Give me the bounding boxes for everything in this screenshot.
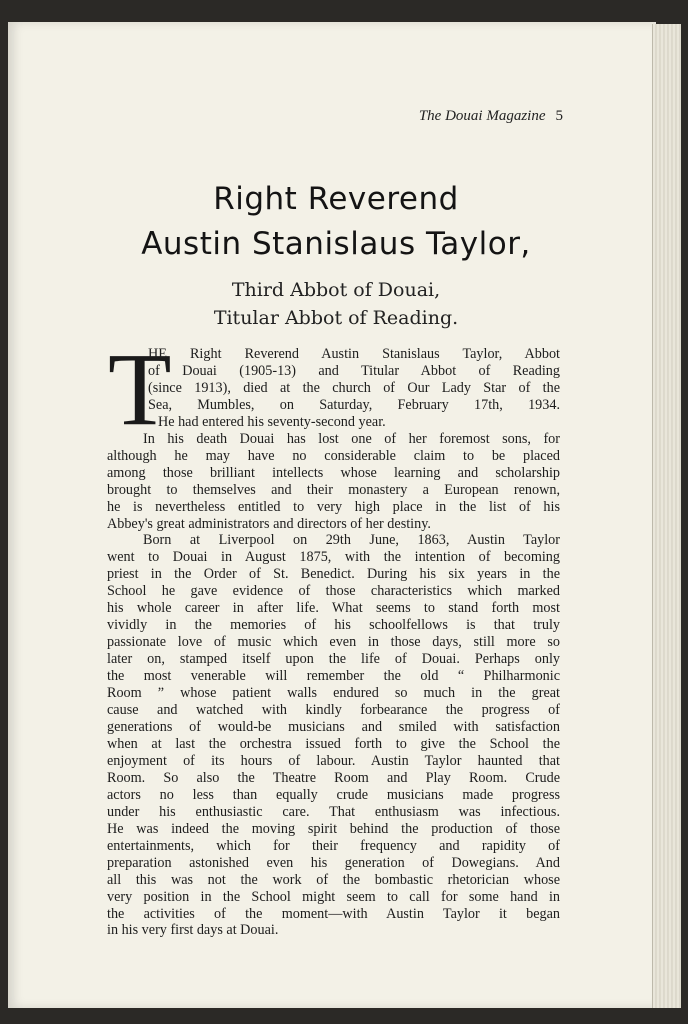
body-line: vividly in the memories of his schoolfellows is that truly [107, 617, 560, 633]
drop-cap: T [108, 332, 172, 447]
page-number: 5 [555, 108, 563, 124]
body-line: preparation astonished even his generation of Dowegians. And [107, 855, 560, 871]
body-line: the most venerable will remember the old “ Philharmonic [107, 668, 560, 684]
body-line: enjoyment of its hours of labour. Austin Taylor haunted that [107, 753, 560, 769]
body-line: Born at Liverpool on 29th June, 1863, Austin Taylor [143, 532, 560, 548]
article-title-line-2: Austin Stanislaus Taylor, [141, 226, 531, 262]
running-head [0, 108, 563, 125]
body-line: under his enthusiastic care. That enthusiasm was infectious. [107, 804, 560, 820]
page-edges [652, 24, 681, 1008]
body-line: actors no less than equally crude musicians made progress [107, 787, 560, 803]
body-line: the activities of the moment—with Austin Taylor it began [107, 906, 560, 922]
body-line: in his very first days at Douai. [107, 922, 279, 938]
body-line: He was indeed the moving spirit behind the production of those [107, 821, 560, 837]
body-line: Sea, Mumbles, on Saturday, February 17th, 1934. [148, 397, 560, 413]
body-line: although he may have no considerable claim to be placed [107, 448, 560, 464]
body-line: (since 1913), died at the church of Our Lady Star of the [148, 380, 560, 396]
body-line: HE Right Reverend Austin Stanislaus Taylor, Abbot [148, 346, 560, 362]
body-line: He had entered his seventy-second year. [158, 414, 386, 430]
body-line: he is nevertheless entitled to very high place in the list of his [107, 499, 560, 515]
article-subtitle-line-2: Titular Abbot of Reading. [213, 307, 459, 329]
body-line: priest in the Order of St. Benedict. During his six years in the [107, 566, 560, 582]
body-line: very position in the School might seem to call for some hand in [107, 889, 560, 905]
body-line: went to Douai in August 1875, with the intention of becoming [107, 549, 560, 565]
body-line: Room. So also the Theatre Room and Play Room. Crude [107, 770, 560, 786]
body-line: of Douai (1905-13) and Titular Abbot of Reading [148, 363, 560, 379]
body-line: cause and watched with kindly forbearance the progress of [107, 702, 560, 718]
body-line: among those brilliant intellects whose learning and scholarship [107, 465, 560, 481]
body-line: generations of would-be musicians and smiled with satisfaction [107, 719, 560, 735]
article-title-line-1: Right Reverend [213, 181, 459, 217]
body-line: Abbey's great administrators and directors of her destiny. [107, 516, 431, 532]
body-line: Room ” whose patient walls endured so much in the great [107, 685, 560, 701]
body-line: brought to themselves and their monastery a European renown, [107, 482, 560, 498]
body-line: all this was not the work of the bombastic rhetorician whose [107, 872, 560, 888]
body-line: passionate love of music which even in those days, still more so [107, 634, 560, 650]
body-line: School he gave evidence of those characteristics which marked [107, 583, 560, 599]
body-line: later on, stamped itself upon the life of Douai. Perhaps only [107, 651, 560, 667]
body-line: when at last the orchestra issued forth to give the School the [107, 736, 560, 752]
body-line: entertainments, which for their frequency and rapidity of [107, 838, 560, 854]
magazine-title: The Douai Magazine [418, 108, 546, 124]
body-line: In his death Douai has lost one of her foremost sons, for [143, 431, 560, 447]
body-line: his whole career in after life. What seems to stand forth most [107, 600, 560, 616]
article-subtitle-line-1: Third Abbot of Douai, [231, 279, 441, 301]
